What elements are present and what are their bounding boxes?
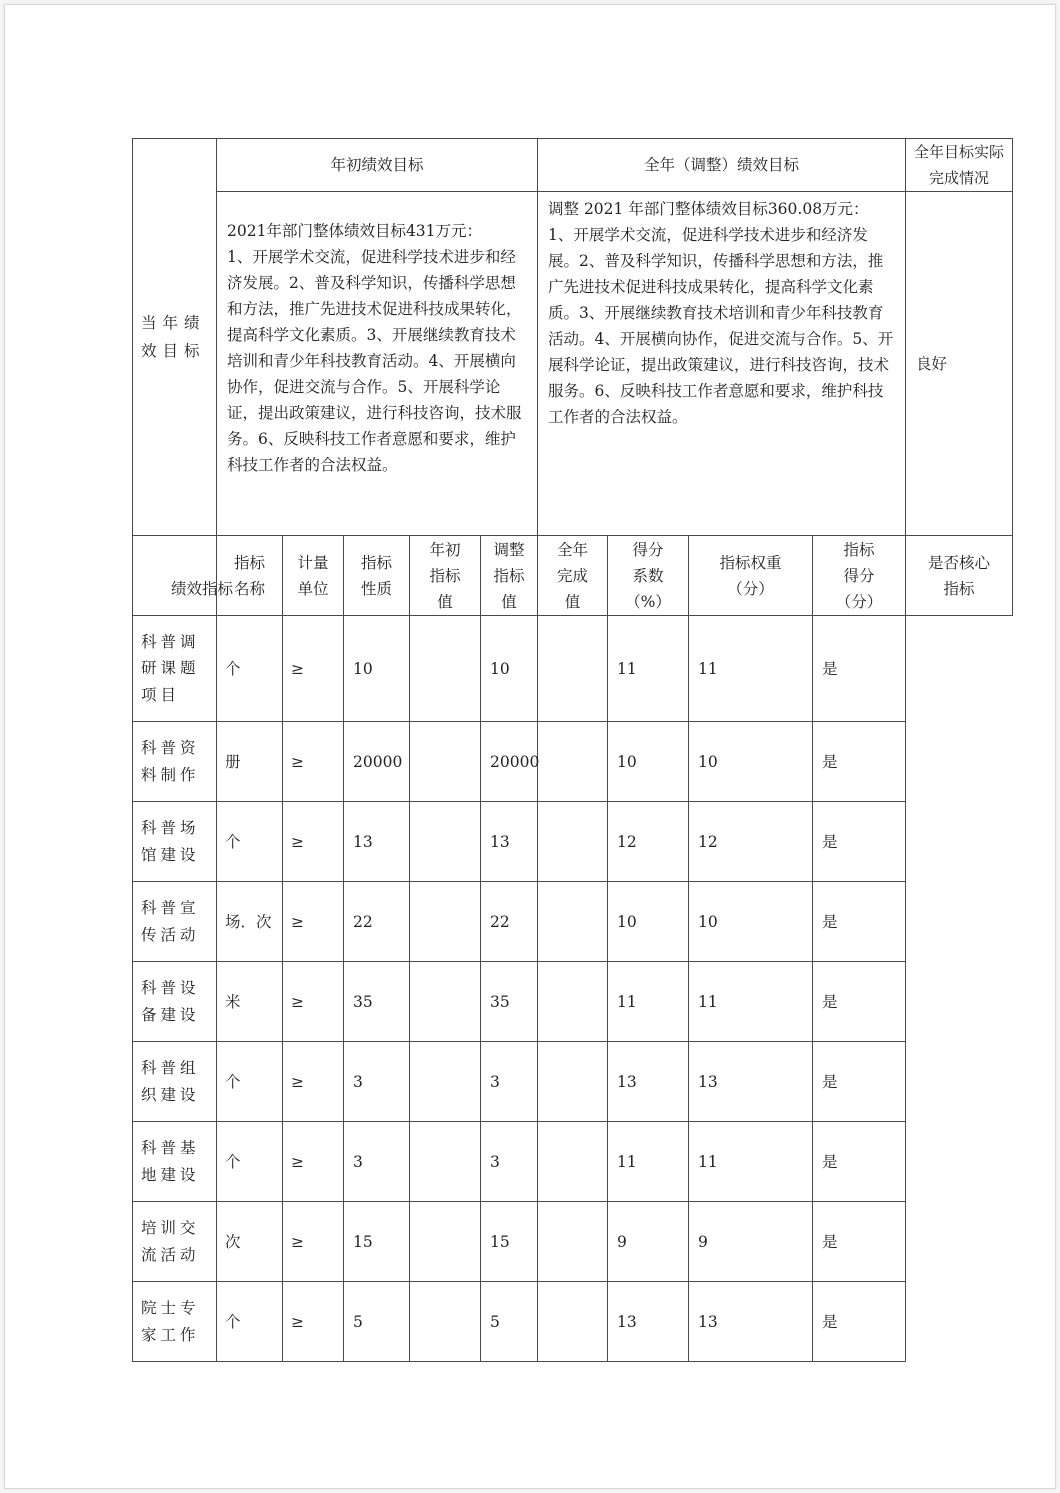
indicator-name: 科普调研课题项目 (133, 616, 217, 722)
header-initial-value: 年初 指标 值 (410, 536, 481, 616)
indicator-is-core: 是 (813, 1202, 906, 1282)
goals-header-row (133, 139, 1013, 192)
indicator-unit: 个 (217, 1042, 283, 1122)
initial-goal-text: 2021年部门整体绩效目标431万元： 1、开展学术交流，促进科学技术进步和经济发展。2、普及科学知识，传播科学思想和方法，推广先进技术促进科技成果转化，提高科学文化素质。3、开展继续教育技术培训和青少年科技教育活动。4、开展横向协作，促进交流与合作。5、开展科学论证，提出政策建议，进行科技咨询，技术服务。6、反映科技工作者意愿和要求，维护科技工作者的合法权益。 (217, 192, 538, 536)
indicator-adjusted-value (410, 1202, 481, 1282)
indicator-is-core: 是 (813, 1282, 906, 1362)
indicator-score: 12 (689, 802, 813, 882)
indicator-unit: 册 (217, 722, 283, 802)
header-adjusted-value: 调整 指标 值 (481, 536, 538, 616)
indicator-name: 科普宣传活动 (133, 882, 217, 962)
indicator-nature: ≥ (283, 616, 344, 722)
indicator-annual-value: 15 (481, 1202, 538, 1282)
indicator-unit: 个 (217, 1122, 283, 1202)
indicator-score-coef (538, 722, 608, 802)
annual-goal-label: 当年绩 效目标 (133, 139, 217, 536)
indicator-name: 培训交流活动 (133, 1202, 217, 1282)
table-row (133, 962, 1013, 1042)
indicator-weight: 11 (608, 962, 689, 1042)
header-adjusted-goal: 全年（调整）绩效目标 (538, 139, 906, 192)
header-weight: 指标权重 （分） (689, 536, 813, 616)
indicator-score-coef (538, 802, 608, 882)
actual-result-text: 良好 (906, 192, 1013, 536)
table-row (133, 1202, 1013, 1282)
indicator-annual-value: 22 (481, 882, 538, 962)
indicator-annual-value: 13 (481, 802, 538, 882)
perf-indicator-label-cell (133, 536, 234, 616)
indicator-nature: ≥ (283, 962, 344, 1042)
indicator-unit: 场．次 (217, 882, 283, 962)
indicator-adjusted-value (410, 616, 481, 722)
indicator-initial-value: 3 (344, 1122, 410, 1202)
header-actual-result: 全年目标实际完成情况 (906, 139, 1013, 192)
indicator-unit: 个 (217, 1282, 283, 1362)
indicator-initial-value: 15 (344, 1202, 410, 1282)
indicator-nature: ≥ (283, 802, 344, 882)
indicator-weight: 10 (608, 882, 689, 962)
table-row (133, 1282, 1013, 1362)
indicator-is-core: 是 (813, 882, 906, 962)
indicator-is-core: 是 (813, 802, 906, 882)
indicator-score: 10 (689, 722, 813, 802)
goals-text-row (133, 192, 1013, 536)
indicator-score-coef (538, 1122, 608, 1202)
indicator-is-core: 是 (813, 616, 906, 722)
indicator-score: 13 (689, 1042, 813, 1122)
indicator-adjusted-value (410, 1282, 481, 1362)
indicator-adjusted-value (410, 1122, 481, 1202)
indicator-initial-value: 10 (344, 616, 410, 722)
indicator-nature: ≥ (283, 1202, 344, 1282)
indicator-weight: 9 (608, 1202, 689, 1282)
indicator-header-row (133, 536, 1013, 616)
indicator-score-coef (538, 1282, 608, 1362)
indicator-name: 科普设备建设 (133, 962, 217, 1042)
indicator-is-core: 是 (813, 722, 906, 802)
table-row (133, 616, 1013, 722)
indicator-score: 11 (689, 1122, 813, 1202)
indicator-score-coef (538, 616, 608, 722)
indicator-unit: 个 (217, 616, 283, 722)
table-row (133, 802, 1013, 882)
indicator-score: 13 (689, 1282, 813, 1362)
indicator-annual-value: 5 (481, 1282, 538, 1362)
header-score-coef: 得分 系数 （%） (608, 536, 689, 616)
indicator-nature: ≥ (283, 1282, 344, 1362)
indicator-adjusted-value (410, 802, 481, 882)
indicator-score: 9 (689, 1202, 813, 1282)
perf-indicator-label: 绩效指标 (171, 580, 234, 598)
indicator-weight: 10 (608, 722, 689, 802)
indicator-nature: ≥ (283, 1042, 344, 1122)
header-is-core: 是否核心 指标 (906, 536, 1013, 616)
indicator-score: 10 (689, 882, 813, 962)
table-row (133, 722, 1013, 802)
indicator-annual-value: 3 (481, 1122, 538, 1202)
indicator-initial-value: 20000 (344, 722, 410, 802)
indicator-weight: 12 (608, 802, 689, 882)
indicator-initial-value: 3 (344, 1042, 410, 1122)
indicator-rows (133, 616, 1013, 1362)
indicator-annual-value: 3 (481, 1042, 538, 1122)
indicator-name: 院士专家工作 (133, 1282, 217, 1362)
indicator-nature: ≥ (283, 882, 344, 962)
indicator-unit: 次 (217, 1202, 283, 1282)
table-row (133, 1042, 1013, 1122)
indicator-adjusted-value (410, 1042, 481, 1122)
indicator-adjusted-value (410, 962, 481, 1042)
indicator-initial-value: 13 (344, 802, 410, 882)
indicator-adjusted-value (410, 722, 481, 802)
indicator-name: 科普场馆建设 (133, 802, 217, 882)
indicator-weight: 13 (608, 1042, 689, 1122)
indicator-score: 11 (689, 962, 813, 1042)
header-nature: 指标 性质 (344, 536, 410, 616)
adjusted-goal-text: 调整 2021 年部门整体绩效目标360.08万元： 1、开展学术交流，促进科学技术进步和经济发展。2、普及科学知识，传播科学思想和方法，推广先进技术促进科技成果转化，提高科学文化素质。3、开展继续教育技术培训和青少年科技教育活动。4、开展横向协作，促进交流与合作。5、开展科学论证，提出政策建议，进行科技咨询，技术服务。6、反映科技工作者意愿和要求，维护科技工作者的合法权益。 (538, 192, 906, 536)
indicator-weight: 13 (608, 1282, 689, 1362)
header-score: 指标 得分 （分） (813, 536, 906, 616)
indicator-initial-value: 22 (344, 882, 410, 962)
header-initial-goal: 年初绩效目标 (217, 139, 538, 192)
indicator-name: 科普资料制作 (133, 722, 217, 802)
indicator-nature: ≥ (283, 1122, 344, 1202)
indicator-adjusted-value (410, 882, 481, 962)
indicator-unit: 个 (217, 802, 283, 882)
indicator-weight: 11 (608, 1122, 689, 1202)
indicator-annual-value: 35 (481, 962, 538, 1042)
indicator-name: 科普组织建设 (133, 1042, 217, 1122)
indicator-is-core: 是 (813, 1122, 906, 1202)
indicator-score: 11 (689, 616, 813, 722)
indicator-score-coef (538, 1042, 608, 1122)
indicator-initial-value: 35 (344, 962, 410, 1042)
indicator-nature: ≥ (283, 722, 344, 802)
indicator-annual-value: 10 (481, 616, 538, 722)
table-row (133, 882, 1013, 962)
performance-table (132, 138, 1013, 1362)
table-row (133, 1122, 1013, 1202)
indicator-weight: 11 (608, 616, 689, 722)
indicator-initial-value: 5 (344, 1282, 410, 1362)
indicator-name: 科普基地建设 (133, 1122, 217, 1202)
performance-sheet (132, 138, 1012, 1362)
document-page (4, 4, 1056, 1489)
indicator-is-core: 是 (813, 962, 906, 1042)
indicator-annual-value: 20000 (481, 722, 538, 802)
header-annual-value: 全年 完成 值 (538, 536, 608, 616)
header-unit: 计量 单位 (283, 536, 344, 616)
indicator-unit: 米 (217, 962, 283, 1042)
indicator-score-coef (538, 882, 608, 962)
header-indicator-name: 指标 名称 (217, 536, 283, 616)
indicator-score-coef (538, 1202, 608, 1282)
indicator-score-coef (538, 962, 608, 1042)
indicator-is-core: 是 (813, 1042, 906, 1122)
